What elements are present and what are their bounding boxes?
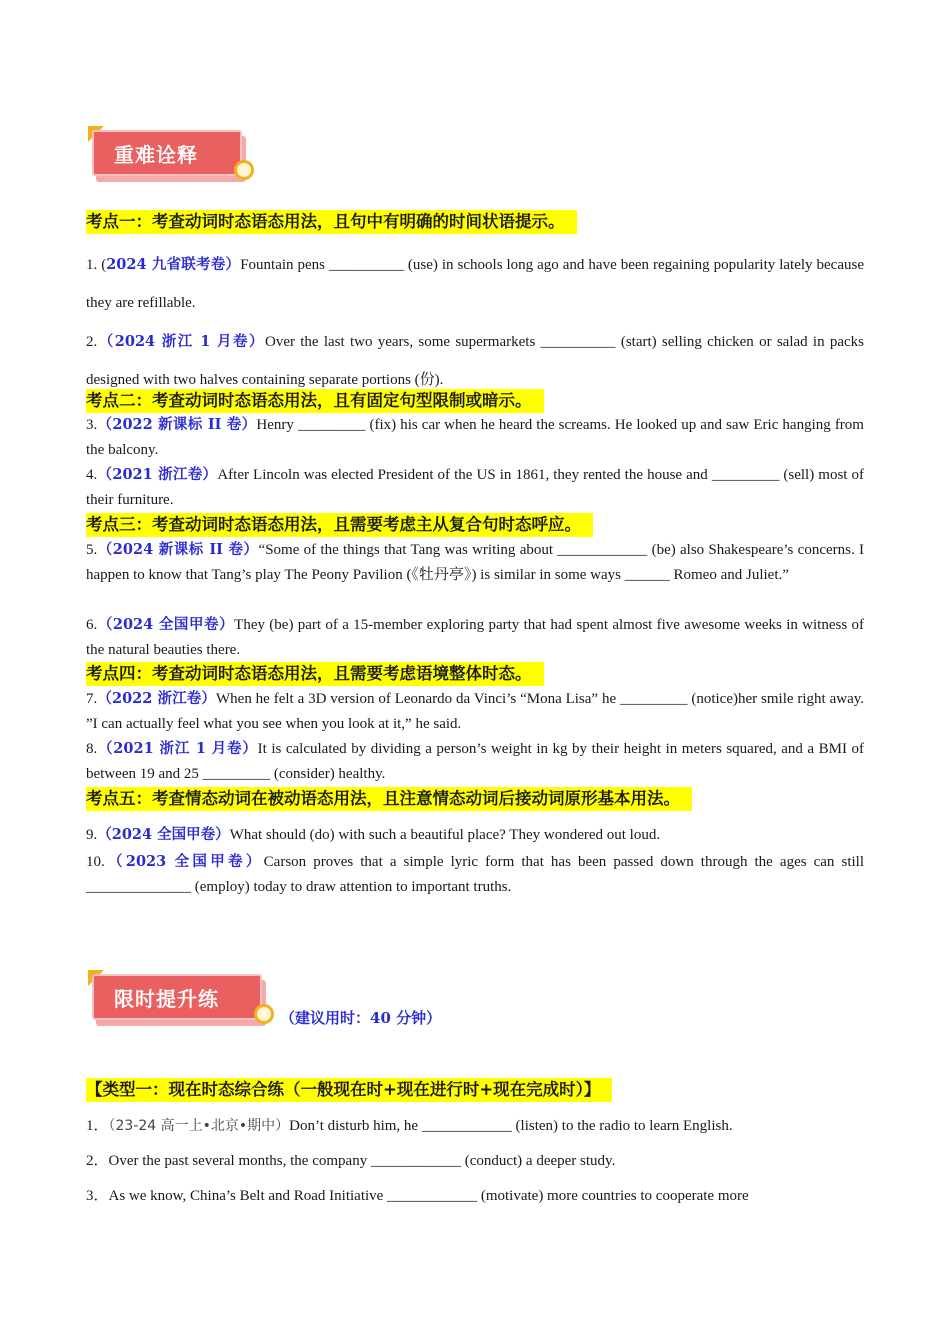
practice-question-2: 2．Over the past several months, the company ____________ (conduct) a deeper study. bbox=[86, 1153, 616, 1169]
badge-title: 限时提升练 bbox=[92, 974, 262, 1020]
point-heading-4: 考点四：考查动词时态语态用法，且需要考虑语境整体时态。 bbox=[86, 662, 544, 686]
question-3: 3.（2022 新课标 II 卷）Henry _________ (fix) his car when he heard the screams. He looked up and saw Eric hanging from the balcony. bbox=[86, 416, 864, 458]
practice-question-3: 3．As we know, China’s Belt and Road Initiative ____________ (motivate) more countries to cooperate more bbox=[86, 1188, 749, 1204]
type-heading: 【类型一：现在时态综合练（一般现在时+现在进行时+现在完成时）】 bbox=[86, 1078, 612, 1102]
question-8: 8.（2021 浙江 1 月卷）It is calculated by dividing a person’s weight in kg by their height in meters squared, and a BMI of between 19 and 25 _________ (consider) healthy. bbox=[86, 740, 864, 782]
question-5: 5.（2024 新课标 II 卷）“Some of the things that Tang was writing about ____________ (be) also Shakespeare’s concerns. I happen to know that Tang’s play The Peony Pavilion (《牡丹亭》) is similar in some ways ______ Romeo and Juliet.” bbox=[86, 541, 864, 583]
point-heading-5: 考点五：考查情态动词在被动语态用法，且注意情态动词后接动词原形基本用法。 bbox=[86, 787, 692, 811]
ring-icon bbox=[234, 160, 254, 180]
badge-title: 重难诠释 bbox=[92, 130, 242, 176]
question-6: 6.（2024 全国甲卷）They (be) part of a 15-member exploring party that had spent almost five awesome weeks in witness of the natural beauties there. bbox=[86, 616, 864, 658]
question-10: 10.（2023 全国甲卷）Carson proves that a simple lyric form that has been passed down through the ages can still ______________ (employ) today to draw attention to important truths. bbox=[86, 853, 865, 895]
question-4: 4.（2021 浙江卷）After Lincoln was elected President of the US in 1861, they rented the house and _________ (sell) most of their furniture. bbox=[86, 466, 865, 508]
question-7: 7.（2022 浙江卷）When he felt a 3D version of Leonardo da Vinci’s “Mona Lisa” he _________ (notice)her smile right away. ”I can actually feel what you see when you look at it,” he said. bbox=[86, 690, 865, 732]
section-badge-timed-practice bbox=[86, 970, 266, 1042]
question-1: 1. (2024 九省联考卷）Fountain pens __________ (use) in schools long ago and have been regaining popularity lately because they are refillable. bbox=[86, 256, 864, 311]
suggested-time: （建议用时：40 分钟） bbox=[280, 1009, 442, 1027]
point-heading-3: 考点三：考查动词时态语态用法，且需要考虑主从复合句时态呼应。 bbox=[86, 513, 593, 537]
section-badge-key-points bbox=[86, 126, 266, 198]
question-9: 9.（2024 全国甲卷）What should (do) with such a beautiful place? They wondered out loud. bbox=[86, 826, 661, 843]
point-heading-1: 考点一：考查动词时态语态用法，且句中有明确的时间状语提示。 bbox=[86, 210, 577, 234]
practice-question-1: 1．（23-24 高一上•北京•期中）Don’t disturb him, he ____________ (listen) to the radio to learn English. bbox=[86, 1118, 733, 1134]
point-heading-2: 考点二：考查动词时态语态用法，且有固定句型限制或暗示。 bbox=[86, 389, 544, 413]
ring-icon bbox=[254, 1004, 274, 1024]
question-2: 2.（2024 浙江 1 月卷）Over the last two years, some supermarkets __________ (start) selling chicken or salad in packs designed with two halves containing separate portions (份). bbox=[86, 333, 865, 388]
